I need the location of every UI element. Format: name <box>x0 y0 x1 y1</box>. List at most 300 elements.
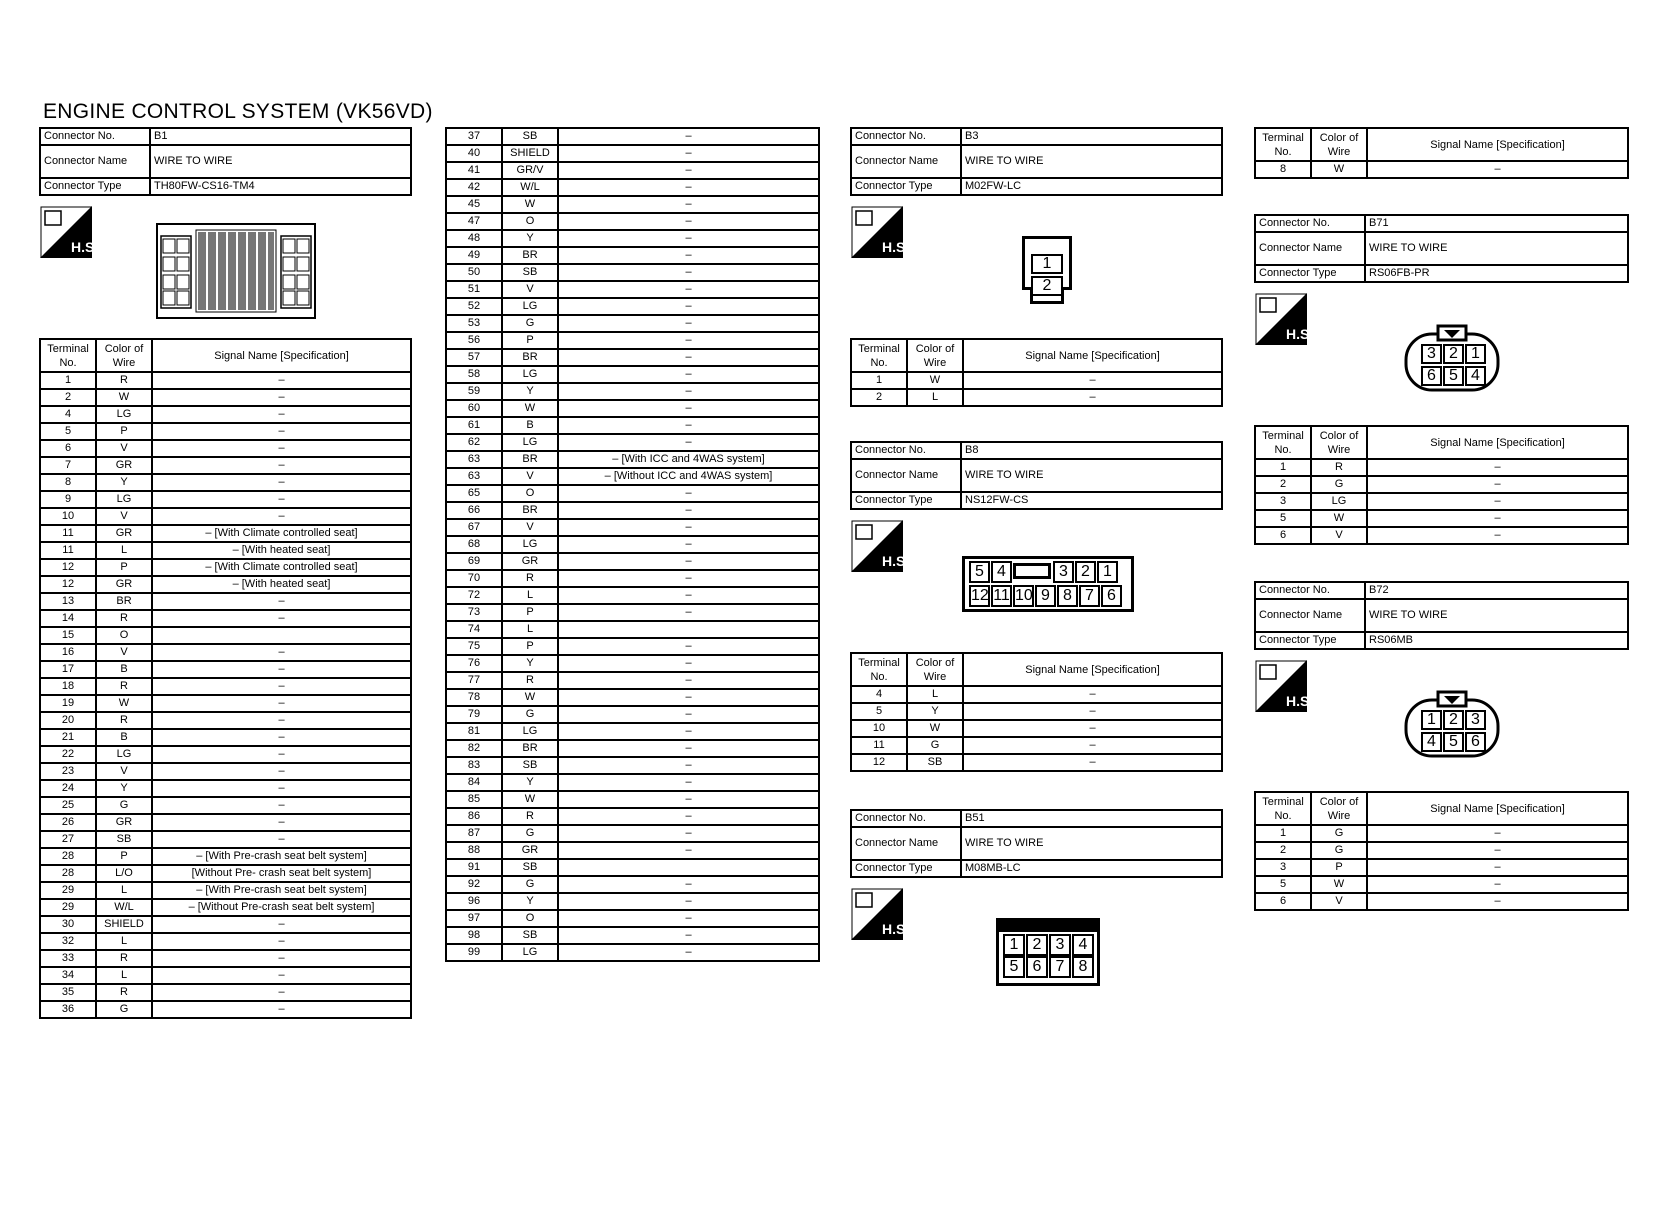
signal-name-cell: – <box>152 950 411 967</box>
b8-pin: 12 <box>969 585 990 607</box>
wire-color-cell: SB <box>502 264 558 281</box>
b8-terminal-table <box>850 652 1223 772</box>
terminal-no-cell: 26 <box>40 814 96 831</box>
wire-color-cell: G <box>502 876 558 893</box>
table-row <box>40 423 411 440</box>
signal-name-cell: – <box>558 400 819 417</box>
wire-color-cell: BR <box>502 740 558 757</box>
terminal-no-cell: 92 <box>446 876 502 893</box>
b51-connector-no: B51 <box>961 810 1222 827</box>
wire-color-cell: W <box>907 372 963 389</box>
b1-connector-name: WIRE TO WIRE <box>150 145 411 178</box>
connector-name-label: Connector Name <box>1255 232 1365 265</box>
signal-name-cell: – <box>152 712 411 729</box>
signal-name-cell: – <box>558 910 819 927</box>
connector-type-label: Connector Type <box>851 860 961 877</box>
table-row <box>40 984 411 1001</box>
signal-name-cell: – <box>558 808 819 825</box>
terminal-no-cell: 6 <box>1255 893 1311 910</box>
wire-color-cell: LG <box>96 491 152 508</box>
b72-terminal-table <box>1254 791 1629 911</box>
b8-connector-type: NS12FW-CS <box>961 492 1222 509</box>
table-row <box>40 627 411 644</box>
b71-pin: 4 <box>1465 366 1486 386</box>
svg-text:H.S.: H.S. <box>882 239 910 255</box>
wire-color-cell: W <box>502 791 558 808</box>
signal-name-cell: – <box>152 406 411 423</box>
wire-color-cell: BR <box>96 593 152 610</box>
wire-color-cell: LG <box>502 366 558 383</box>
signal-name-cell: – <box>152 508 411 525</box>
signal-name-cell: – <box>558 162 819 179</box>
table-row <box>851 372 1222 389</box>
terminal-no-cell: 6 <box>1255 527 1311 544</box>
signal-name-cell: – <box>152 780 411 797</box>
terminal-no-cell: 40 <box>446 145 502 162</box>
signal-name-cell: – <box>152 746 411 763</box>
terminal-no-cell: 12 <box>851 754 907 771</box>
table-row <box>40 610 411 627</box>
terminal-no-cell: 49 <box>446 247 502 264</box>
terminal-no-cell: 36 <box>40 1001 96 1018</box>
table-row <box>1255 859 1628 876</box>
color-of-wire-header: Color of Wire <box>1311 128 1367 161</box>
signal-name-cell: – <box>558 179 819 196</box>
table-row <box>40 950 411 967</box>
table-row <box>40 746 411 763</box>
terminal-no-cell: 33 <box>40 950 96 967</box>
connector-type-label: Connector Type <box>1255 632 1365 649</box>
wire-color-cell: W <box>502 400 558 417</box>
table-row <box>446 264 819 281</box>
terminal-no-header: Terminal No. <box>40 339 96 372</box>
connector-no-label: Connector No. <box>851 128 961 145</box>
terminal-no-cell: 14 <box>40 610 96 627</box>
terminal-no-cell: 5 <box>851 703 907 720</box>
hs-icon <box>851 520 910 572</box>
signal-name-cell: – <box>152 474 411 491</box>
signal-name-cell: [Without Pre- crash seat belt system] <box>152 865 411 882</box>
table-row <box>446 485 819 502</box>
table-row <box>40 389 411 406</box>
terminal-no-cell: 20 <box>40 712 96 729</box>
signal-name-cell: – <box>152 491 411 508</box>
table-row <box>446 808 819 825</box>
connector-name-label: Connector Name <box>851 459 961 492</box>
b71-pin: 2 <box>1443 344 1464 364</box>
wire-color-cell: L/O <box>96 865 152 882</box>
connector-type-label: Connector Type <box>851 178 961 195</box>
table-row <box>40 848 411 865</box>
wire-color-cell: W <box>907 720 963 737</box>
connector-type-label: Connector Type <box>851 492 961 509</box>
wire-color-cell: P <box>96 423 152 440</box>
wire-color-cell: LG <box>96 746 152 763</box>
wire-color-cell: P <box>502 604 558 621</box>
wire-color-cell: G <box>96 797 152 814</box>
terminal-no-cell: 5 <box>40 423 96 440</box>
b71-pin: 5 <box>1443 366 1464 386</box>
wire-color-cell: Y <box>502 383 558 400</box>
table-row <box>40 525 411 542</box>
terminal-no-cell: 15 <box>40 627 96 644</box>
terminal-no-cell: 27 <box>40 831 96 848</box>
terminal-no-header: Terminal No. <box>1255 426 1311 459</box>
terminal-no-cell: 47 <box>446 213 502 230</box>
wire-color-cell: LG <box>502 944 558 961</box>
wire-color-cell: R <box>96 372 152 389</box>
terminal-no-cell: 13 <box>40 593 96 610</box>
svg-text:H.S.: H.S. <box>1286 326 1314 342</box>
terminal-no-cell: 68 <box>446 536 502 553</box>
table-row <box>851 686 1222 703</box>
b72-connector-name: WIRE TO WIRE <box>1365 599 1628 632</box>
b1-connector-no: B1 <box>150 128 411 145</box>
table-row <box>1255 527 1628 544</box>
terminal-no-cell: 25 <box>40 797 96 814</box>
wire-color-cell: R <box>96 950 152 967</box>
terminal-no-cell: 62 <box>446 434 502 451</box>
signal-name-cell: – <box>963 389 1222 406</box>
signal-name-cell: – <box>1367 876 1628 893</box>
terminal-no-cell: 96 <box>446 893 502 910</box>
table-row <box>1255 476 1628 493</box>
table-row <box>40 678 411 695</box>
b3-info-table <box>850 127 1223 196</box>
signal-name-cell: – <box>558 927 819 944</box>
signal-name-cell: – <box>558 349 819 366</box>
signal-name-cell: – <box>558 893 819 910</box>
terminal-no-cell: 28 <box>40 865 96 882</box>
wire-color-cell: G <box>502 706 558 723</box>
wire-color-cell: L <box>907 686 963 703</box>
b71-connector-type: RS06FB-PR <box>1365 265 1628 282</box>
terminal-no-cell: 5 <box>1255 876 1311 893</box>
b8-pin: 6 <box>1101 585 1122 607</box>
wire-color-cell: O <box>96 627 152 644</box>
table-row <box>40 508 411 525</box>
table-row <box>446 451 819 468</box>
signal-name-header: Signal Name [Specification] <box>963 653 1222 686</box>
b3-terminal-table <box>850 338 1223 407</box>
table-row <box>851 720 1222 737</box>
signal-name-cell: – <box>152 389 411 406</box>
table-row <box>40 763 411 780</box>
terminal-no-cell: 4 <box>40 406 96 423</box>
table-row <box>40 491 411 508</box>
terminal-no-cell: 51 <box>446 281 502 298</box>
terminal-no-cell: 9 <box>40 491 96 508</box>
b71-pin: 6 <box>1421 366 1442 386</box>
table-row <box>446 910 819 927</box>
table-row <box>446 519 819 536</box>
table-row <box>40 559 411 576</box>
terminal-no-cell: 79 <box>446 706 502 723</box>
terminal-no-cell: 41 <box>446 162 502 179</box>
hs-icon <box>851 888 910 940</box>
terminal-no-cell: 86 <box>446 808 502 825</box>
svg-text:H.S.: H.S. <box>882 553 910 569</box>
wire-color-cell: W/L <box>502 179 558 196</box>
wire-color-cell: BR <box>502 349 558 366</box>
table-row <box>851 737 1222 754</box>
wire-color-cell: SB <box>502 128 558 145</box>
terminal-no-header: Terminal No. <box>851 339 907 372</box>
table-row <box>446 672 819 689</box>
signal-name-cell: – <box>1367 893 1628 910</box>
terminal-no-cell: 37 <box>446 128 502 145</box>
signal-name-cell: – <box>558 944 819 961</box>
terminal-no-cell: 58 <box>446 366 502 383</box>
signal-name-cell: – <box>152 644 411 661</box>
b8-pin: 5 <box>969 561 990 583</box>
table-row <box>446 876 819 893</box>
wire-color-cell: R <box>96 712 152 729</box>
table-row <box>446 332 819 349</box>
wire-color-cell: P <box>96 848 152 865</box>
terminal-no-cell: 57 <box>446 349 502 366</box>
signal-name-cell: – <box>558 230 819 247</box>
signal-name-cell: – <box>963 703 1222 720</box>
table-row <box>40 440 411 457</box>
terminal-no-cell: 10 <box>851 720 907 737</box>
table-row <box>40 780 411 797</box>
table-row <box>446 230 819 247</box>
table-row <box>40 406 411 423</box>
table-row <box>1255 876 1628 893</box>
wire-color-cell: R <box>96 984 152 1001</box>
signal-name-cell: – <box>1367 161 1628 178</box>
wire-color-cell: W <box>502 689 558 706</box>
signal-name-cell: – <box>558 723 819 740</box>
signal-name-cell: – <box>152 695 411 712</box>
table-row <box>446 383 819 400</box>
signal-name-cell: – <box>558 842 819 859</box>
terminal-no-cell: 45 <box>446 196 502 213</box>
terminal-no-cell: 73 <box>446 604 502 621</box>
connector-name-label: Connector Name <box>851 145 961 178</box>
terminal-no-cell: 84 <box>446 774 502 791</box>
table-row <box>446 774 819 791</box>
hs-icon <box>40 206 99 258</box>
wire-color-cell: L <box>96 967 152 984</box>
b51-terminal-table <box>1254 127 1629 179</box>
terminal-no-cell: 82 <box>446 740 502 757</box>
wire-color-cell: Y <box>96 780 152 797</box>
signal-name-cell: – [With heated seat] <box>152 542 411 559</box>
wire-color-cell: GR <box>96 525 152 542</box>
wire-color-cell: SHIELD <box>502 145 558 162</box>
signal-name-cell: – <box>558 740 819 757</box>
signal-name-cell: – <box>152 610 411 627</box>
signal-name-cell: – <box>152 814 411 831</box>
table-row <box>40 372 411 389</box>
b8-connector-name: WIRE TO WIRE <box>961 459 1222 492</box>
signal-name-cell: – <box>1367 510 1628 527</box>
b72-pin: 1 <box>1421 710 1442 730</box>
wire-color-cell: V <box>502 519 558 536</box>
b51-pin: 2 <box>1026 934 1048 956</box>
b51-pin: 8 <box>1072 956 1094 978</box>
terminal-no-cell: 3 <box>1255 859 1311 876</box>
terminal-no-cell: 28 <box>40 848 96 865</box>
terminal-no-cell: 85 <box>446 791 502 808</box>
terminal-no-cell: 29 <box>40 899 96 916</box>
wire-color-cell: Y <box>907 703 963 720</box>
table-row <box>1255 893 1628 910</box>
b51-pin: 5 <box>1003 956 1025 978</box>
terminal-no-cell: 91 <box>446 859 502 876</box>
terminal-no-cell: 2 <box>1255 842 1311 859</box>
b71-terminal-table <box>1254 425 1629 545</box>
lock-slot <box>1013 563 1051 579</box>
signal-name-cell: – <box>558 689 819 706</box>
table-row <box>446 944 819 961</box>
wire-color-cell: O <box>502 910 558 927</box>
table-row <box>40 916 411 933</box>
b8-pin: 2 <box>1075 561 1096 583</box>
b3-connector-no: B3 <box>961 128 1222 145</box>
signal-name-cell: – <box>558 553 819 570</box>
signal-name-cell: – <box>152 423 411 440</box>
signal-name-cell: – <box>558 519 819 536</box>
wire-color-cell: G <box>1311 476 1367 493</box>
signal-name-cell: – <box>152 984 411 1001</box>
connector-no-label: Connector No. <box>1255 215 1365 232</box>
signal-name-cell: – <box>558 315 819 332</box>
signal-name-cell <box>558 859 819 876</box>
table-row <box>851 703 1222 720</box>
b8-pin: 11 <box>991 585 1012 607</box>
b51-pin: 7 <box>1049 956 1071 978</box>
terminal-no-cell: 2 <box>851 389 907 406</box>
b72-pin: 6 <box>1465 732 1486 752</box>
hs-icon <box>851 206 910 258</box>
table-row <box>40 831 411 848</box>
signal-name-cell: – <box>558 281 819 298</box>
terminal-no-cell: 56 <box>446 332 502 349</box>
signal-name-cell: – <box>558 604 819 621</box>
terminal-no-cell: 70 <box>446 570 502 587</box>
signal-name-cell: – <box>558 757 819 774</box>
b51-pin: 1 <box>1003 934 1025 956</box>
wire-color-cell: LG <box>502 723 558 740</box>
b1-terminal-table <box>39 338 412 1019</box>
terminal-no-cell: 29 <box>40 882 96 899</box>
terminal-no-cell: 65 <box>446 485 502 502</box>
table-row <box>446 723 819 740</box>
signal-name-cell: – [With ICC and 4WAS system] <box>558 451 819 468</box>
signal-name-cell: – <box>1367 476 1628 493</box>
table-row <box>1255 825 1628 842</box>
terminal-no-cell: 78 <box>446 689 502 706</box>
connector-name-label: Connector Name <box>40 145 150 178</box>
signal-name-cell: – <box>152 678 411 695</box>
signal-name-cell: – <box>1367 859 1628 876</box>
table-row <box>40 933 411 950</box>
connector-name-label: Connector Name <box>851 827 961 860</box>
table-row <box>851 389 1222 406</box>
table-row <box>446 349 819 366</box>
table-row <box>40 474 411 491</box>
wire-color-cell: G <box>96 1001 152 1018</box>
terminal-no-cell: 21 <box>40 729 96 746</box>
wire-color-cell: G <box>502 825 558 842</box>
b1-connector-type: TH80FW-CS16-TM4 <box>150 178 411 195</box>
signal-name-cell: – <box>963 737 1222 754</box>
table-row <box>446 740 819 757</box>
wire-color-cell: V <box>96 644 152 661</box>
terminal-no-cell: 60 <box>446 400 502 417</box>
wire-color-cell: SB <box>502 927 558 944</box>
b72-pin: 5 <box>1443 732 1464 752</box>
wire-color-cell: V <box>502 281 558 298</box>
table-row <box>446 468 819 485</box>
signal-name-cell: – <box>152 372 411 389</box>
svg-text:H.S.: H.S. <box>882 921 910 937</box>
b51-info-table <box>850 809 1223 878</box>
table-row <box>446 366 819 383</box>
signal-name-cell: – <box>963 372 1222 389</box>
signal-name-cell: – <box>963 754 1222 771</box>
terminal-no-cell: 1 <box>1255 459 1311 476</box>
b71-connector-name: WIRE TO WIRE <box>1365 232 1628 265</box>
table-row <box>40 661 411 678</box>
page-title: ENGINE CONTROL SYSTEM (VK56VD) <box>43 100 433 123</box>
signal-name-cell: – <box>152 457 411 474</box>
b8-pin: 9 <box>1035 585 1056 607</box>
b8-connector-face <box>962 556 1134 612</box>
table-row <box>446 128 819 145</box>
signal-name-cell: – [Without ICC and 4WAS system] <box>558 468 819 485</box>
wire-color-cell: Y <box>502 774 558 791</box>
signal-name-cell: – <box>558 570 819 587</box>
table-row <box>446 196 819 213</box>
wire-color-cell: O <box>502 485 558 502</box>
signal-name-cell: – <box>558 383 819 400</box>
signal-name-cell: – <box>558 196 819 213</box>
terminal-no-cell: 3 <box>1255 493 1311 510</box>
signal-name-cell: – <box>558 434 819 451</box>
wire-color-cell: R <box>502 672 558 689</box>
table-row <box>446 927 819 944</box>
terminal-no-cell: 8 <box>40 474 96 491</box>
terminal-no-cell: 30 <box>40 916 96 933</box>
table-row <box>40 865 411 882</box>
signal-name-cell: – <box>558 298 819 315</box>
table-row <box>446 145 819 162</box>
signal-name-cell: – <box>558 672 819 689</box>
terminal-no-cell: 69 <box>446 553 502 570</box>
wire-color-cell: G <box>1311 825 1367 842</box>
b3-connector-face <box>1022 236 1072 304</box>
color-of-wire-header: Color of Wire <box>1311 792 1367 825</box>
table-row <box>40 729 411 746</box>
wire-color-cell: SB <box>502 757 558 774</box>
wire-color-cell: P <box>1311 859 1367 876</box>
signal-name-cell: – <box>152 933 411 950</box>
table-row <box>446 281 819 298</box>
wire-color-cell: L <box>96 933 152 950</box>
b3-connector-name: WIRE TO WIRE <box>961 145 1222 178</box>
wire-color-cell: Y <box>502 655 558 672</box>
table-row <box>40 882 411 899</box>
wire-color-cell: BR <box>502 451 558 468</box>
signal-name-cell: – <box>558 706 819 723</box>
signal-name-cell: – [Without Pre-crash seat belt system] <box>152 899 411 916</box>
connector-no-label: Connector No. <box>40 128 150 145</box>
wire-color-cell: O <box>502 213 558 230</box>
